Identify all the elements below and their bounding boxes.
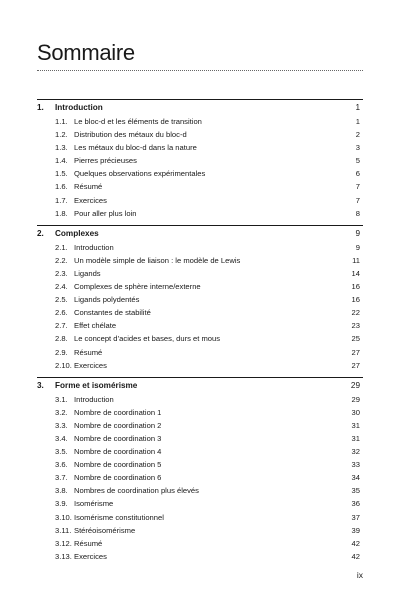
section-page: 23 xyxy=(351,321,360,331)
page-number: ix xyxy=(356,570,363,580)
section-title: Complexes de sphère interne/externe xyxy=(74,282,201,292)
section-title: Le bloc-d et les éléments de transition xyxy=(74,117,202,126)
section-number: 2.2. xyxy=(55,255,68,265)
section-page: 22 xyxy=(351,308,360,318)
section-title: Exercices xyxy=(74,195,107,205)
section-page: 36 xyxy=(351,499,360,509)
section-title: Pour aller plus loin xyxy=(74,208,137,218)
section-number: 2.8. xyxy=(55,334,68,344)
toc-section-entry[interactable] xyxy=(37,195,363,208)
toc-section-entry[interactable] xyxy=(37,446,363,459)
toc-section-entry[interactable] xyxy=(37,347,363,360)
section-title: Résumé xyxy=(74,538,103,548)
section-title: Exercices xyxy=(74,360,107,370)
section-page: 1 xyxy=(355,117,360,126)
section-number: 1.8. xyxy=(55,208,68,218)
section-page: 2 xyxy=(355,130,360,140)
section-page: 7 xyxy=(355,195,360,205)
section-title: Introduction xyxy=(74,394,114,404)
toc-section-entry[interactable] xyxy=(37,242,363,255)
toc-section-entry[interactable] xyxy=(37,116,363,129)
section-page: 42 xyxy=(351,538,360,548)
chapter-page: 9 xyxy=(355,228,360,238)
section-number: 3.11. xyxy=(55,525,72,535)
toc-section-entry[interactable] xyxy=(37,333,363,346)
toc-section-entry[interactable] xyxy=(37,320,363,333)
section-title: Exercices xyxy=(74,551,107,561)
section-page: 6 xyxy=(355,169,360,179)
toc-section-entry[interactable] xyxy=(37,268,363,281)
section-title: Ligands polydentés xyxy=(74,295,140,305)
toc-section-entry[interactable] xyxy=(37,459,363,472)
toc-section-entry[interactable] xyxy=(37,472,363,485)
toc-section-entry[interactable] xyxy=(37,525,363,538)
section-page: 14 xyxy=(351,268,360,278)
section-number: 2.4. xyxy=(55,282,68,292)
toc-section-entry[interactable] xyxy=(37,255,363,268)
section-page: 31 xyxy=(351,420,360,430)
toc-section-entry[interactable] xyxy=(37,360,363,373)
section-title: Constantes de stabilité xyxy=(74,308,151,318)
section-number: 3.5. xyxy=(55,447,68,457)
chapter-number: 3. xyxy=(37,380,44,390)
toc-section-entry[interactable] xyxy=(37,498,363,511)
section-number: 1.2. xyxy=(55,130,68,140)
chapter-title: Forme et isomérisme xyxy=(55,380,138,390)
section-number: 3.12. xyxy=(55,538,72,548)
section-title: Résumé xyxy=(74,347,103,357)
section-page: 42 xyxy=(351,551,360,561)
toc-section-entry[interactable] xyxy=(37,281,363,294)
section-number: 3.2. xyxy=(55,407,68,417)
section-page: 27 xyxy=(351,360,360,370)
toc-section-entry[interactable] xyxy=(37,129,363,142)
toc-section-entry[interactable] xyxy=(37,168,363,181)
section-title: Nombre de coordination 2 xyxy=(74,420,162,430)
section-number: 1.4. xyxy=(55,156,68,166)
section-number: 1.7. xyxy=(55,195,68,205)
section-number: 3.10. xyxy=(55,512,72,522)
section-title: Résumé xyxy=(74,182,103,192)
toc-section-entry[interactable] xyxy=(37,294,363,307)
toc-section-entry[interactable] xyxy=(37,485,363,498)
toc-section-entry[interactable] xyxy=(37,208,363,221)
section-page: 32 xyxy=(351,447,360,457)
section-page: 30 xyxy=(351,407,360,417)
chapter-title: Introduction xyxy=(55,103,103,112)
section-page: 33 xyxy=(351,460,360,470)
section-page: 27 xyxy=(351,347,360,357)
section-page: 25 xyxy=(351,334,360,344)
toc-chapter-entry[interactable] xyxy=(37,100,363,116)
section-page: 16 xyxy=(351,282,360,292)
section-page: 3 xyxy=(355,143,360,153)
section-title: Ligands xyxy=(74,268,101,278)
chapter-title: Complexes xyxy=(55,228,99,238)
toc-chapter-entry[interactable] xyxy=(37,226,363,242)
section-title: Introduction xyxy=(74,242,114,252)
section-number: 3.6. xyxy=(55,460,68,470)
section-number: 1.6. xyxy=(55,182,68,192)
toc-section-entry[interactable] xyxy=(37,394,363,407)
section-number: 3.3. xyxy=(55,420,68,430)
section-number: 2.7. xyxy=(55,321,68,331)
section-number: 2.5. xyxy=(55,295,68,305)
section-page: 7 xyxy=(355,182,360,192)
section-number: 2.10. xyxy=(55,360,72,370)
toc-section-entry[interactable] xyxy=(37,433,363,446)
section-number: 2.1. xyxy=(55,242,68,252)
chapter-rule xyxy=(37,225,363,226)
section-number: 2.6. xyxy=(55,308,68,318)
section-page: 9 xyxy=(355,242,360,252)
section-page: 16 xyxy=(351,295,360,305)
section-title: Nombre de coordination 1 xyxy=(74,407,162,417)
section-title: Nombre de coordination 4 xyxy=(74,447,162,457)
chapter-number: 1. xyxy=(37,103,44,112)
section-title: Quelques observations expérimentales xyxy=(74,169,206,179)
section-number: 3.9. xyxy=(55,499,68,509)
section-page: 5 xyxy=(355,156,360,166)
section-title: Nombre de coordination 3 xyxy=(74,433,162,443)
section-page: 39 xyxy=(351,525,360,535)
section-page: 34 xyxy=(351,473,360,483)
section-page: 31 xyxy=(351,433,360,443)
section-title: Isomérisme constitutionnel xyxy=(74,512,164,522)
chapter-rule xyxy=(37,99,363,100)
section-title: Distribution des métaux du bloc-d xyxy=(74,130,187,140)
toc-section-entry[interactable] xyxy=(37,307,363,320)
section-title: Isomérisme xyxy=(74,499,114,509)
section-page: 11 xyxy=(352,255,360,265)
section-page: 35 xyxy=(351,486,360,496)
section-page: 29 xyxy=(351,394,360,404)
section-title: Nombre de coordination 6 xyxy=(74,473,162,483)
section-title: Stéréoisomérisme xyxy=(74,525,136,535)
toc-section-entry[interactable] xyxy=(37,420,363,433)
section-number: 3.8. xyxy=(55,486,68,496)
toc-section-entry[interactable] xyxy=(37,407,363,420)
section-page: 37 xyxy=(351,512,360,522)
toc-section-entry[interactable] xyxy=(37,181,363,194)
chapter-page: 29 xyxy=(350,380,360,390)
toc-chapter-entry[interactable] xyxy=(37,378,363,394)
section-number: 3.4. xyxy=(55,433,68,443)
section-title: Les métaux du bloc-d dans la nature xyxy=(74,143,197,153)
section-number: 1.3. xyxy=(55,143,68,153)
table-of-contents xyxy=(37,100,363,564)
section-number: 3.13. xyxy=(55,551,72,561)
toc-section-entry[interactable] xyxy=(37,142,363,155)
toc-section-entry[interactable] xyxy=(37,512,363,525)
chapter-number: 2. xyxy=(37,228,44,238)
section-title: Nombre de coordination 5 xyxy=(74,460,162,470)
title-dotted-rule xyxy=(37,70,363,71)
section-number: 1.5. xyxy=(55,169,68,179)
toc-section-entry[interactable] xyxy=(37,538,363,551)
section-page: 8 xyxy=(355,208,360,218)
section-number: 3.1. xyxy=(55,394,68,404)
toc-section-entry[interactable] xyxy=(37,551,363,564)
section-title: Effet chélate xyxy=(74,321,117,331)
section-number: 2.9. xyxy=(55,347,68,357)
section-title: Nombres de coordination plus élevés xyxy=(74,486,199,496)
toc-section-entry[interactable] xyxy=(37,155,363,168)
page-title: Sommaire xyxy=(37,40,135,65)
section-number: 3.7. xyxy=(55,473,68,483)
section-number: 1.1. xyxy=(55,117,68,126)
chapter-rule xyxy=(37,377,363,378)
section-title: Pierres précieuses xyxy=(74,156,137,166)
chapter-page: 1 xyxy=(355,103,360,112)
section-title: Un modèle simple de liaison : le modèle de Lewis xyxy=(74,255,241,265)
section-title: Le concept d’acides et bases, durs et mous xyxy=(74,334,221,344)
section-number: 2.3. xyxy=(55,268,68,278)
